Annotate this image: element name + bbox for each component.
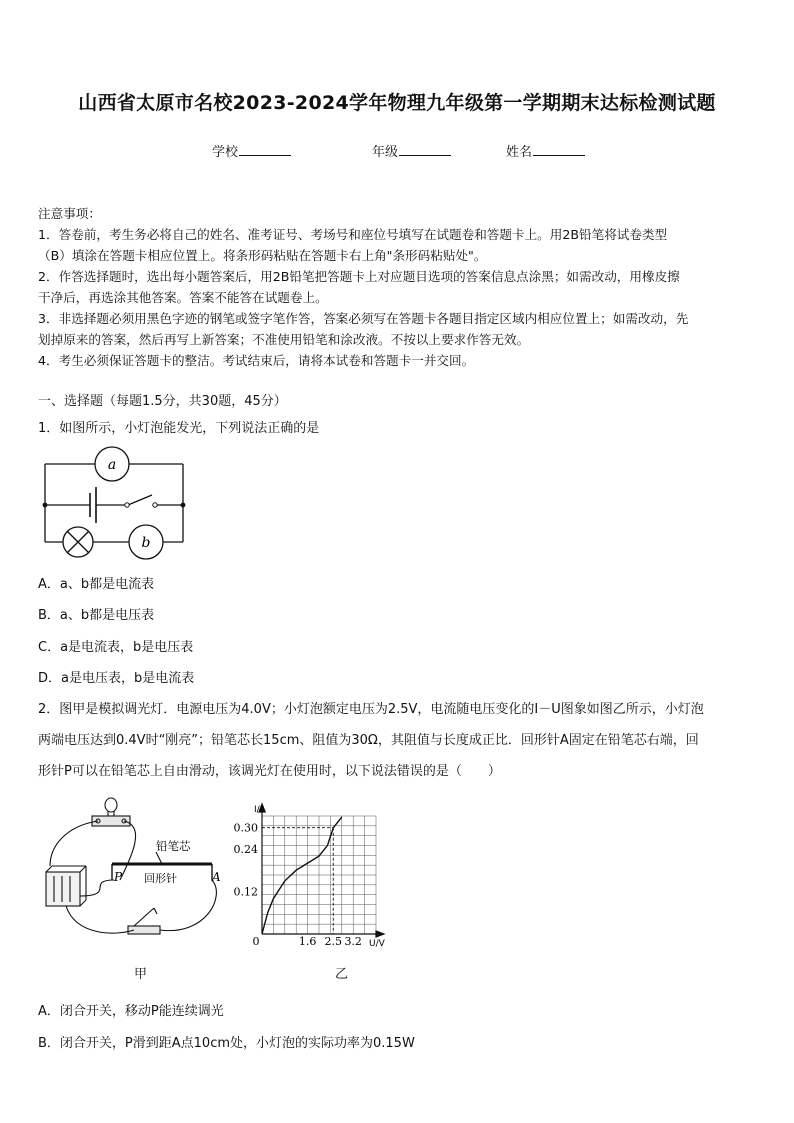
grade-blank [399,143,451,156]
q2-stem-line: 两端电压达到0.4V时“刚亮”；铅笔芯长15cm、阻值为30Ω，其阻值与长度成正比．回形针A固定在铅笔芯右端，回 [38,733,699,748]
figure-jia-caption: 甲 [134,967,148,982]
y-tick-label: 0.30 [233,821,258,835]
notice-line: 4．考生必须保证答题卡的整洁。考试结束后，请将本试卷和答题卡一并交回。 [38,353,475,368]
notice-line: 1．答卷前，考生务必将自己的姓名、准考证号、考场号和座位号填写在试题卷和答题卡上。用2B铅笔将试卷类型 [38,227,668,242]
figure-yi-caption: 乙 [335,967,349,982]
school-blank [239,143,291,156]
q1-option-c: C．a是电流表，b是电压表 [38,640,194,655]
q1-option-a: A．a、b都是电流表 [38,577,155,592]
grade-field [372,141,451,160]
q2-option-a: A．闭合开关，移动P能连续调光 [38,1004,224,1019]
section-heading: 一、选择题（每题1.5分，共30题，45分） [38,394,287,409]
school-field [212,141,291,160]
origin-label: 0 [252,935,260,948]
meter-a-label: a [107,457,117,473]
q2-iu-graph [232,800,392,950]
q1-option-b: B．a、b都是电压表 [38,608,155,623]
x-tick-label: 2.5 [324,935,343,948]
q2-stem-line: 2．图甲是模拟调光灯．电源电压为4.0V；小灯泡额定电压为2.5V，电流随电压变化的I－U图象如图乙所示，小灯泡 [38,702,704,717]
q2-option-b: B．闭合开关，P滑到距A点10cm处，小灯泡的实际功率为0.15W [38,1036,415,1051]
notice-line: 划掉原来的答案，然后再写上新答案；不准使用铅笔和涂改液。不按以上要求作答无效。 [38,332,530,347]
notice-line: 2．作答选择题时，选出每小题答案后，用2B铅笔把答题卡上对应题目选项的答案信息点涂黑；如需改动，用橡皮擦 [38,269,680,284]
name-field [506,141,585,160]
y-axis-label: I/A [254,805,266,815]
page-title: 山西省太原市名校2023-2024学年物理九年级第一学期期末达标检测试题 [78,92,716,114]
q2-stem-line: 形针P可以在铅笔芯上自由滑动，该调光灯在使用时，以下说法错误的是（ ） [38,764,501,779]
school-label: 学校 [212,145,239,160]
notice-line: 干净后，再选涂其他答案。答案不能答在试题卷上。 [38,290,328,305]
iu-curve [262,817,342,934]
meter-b-label: b [141,535,151,551]
notice-line: 3．非选择题必须用黑色字迹的钢笔或签字笔作答，答案必须写在答题卡各题目指定区域内相应位置上；如需改动，先 [38,311,689,326]
q2-figure-jia [36,796,226,946]
pencil-lead-label: 铅笔芯 [156,839,191,853]
y-tick-label: 0.24 [233,843,258,856]
x-axis-label: U/V [369,939,385,949]
name-blank [533,143,585,156]
q1-stem: 1．如图所示，小灯泡能发光，下列说法正确的是 [38,421,320,436]
y-tick-label: 0.12 [233,885,258,899]
x-tick-label: 1.6 [298,935,317,948]
notice-heading: 注意事项： [38,206,101,221]
clip-a-label: A [212,870,221,884]
clip-label: 回形针 [144,872,177,885]
notice-line: （B）填涂在答题卡相应位置上。将条形码粘贴在答题卡右上角"条形码粘贴处"。 [38,248,487,263]
grade-label: 年级 [372,145,399,160]
clip-p-label: P [114,870,123,884]
q1-option-d: D．a是电压表，b是电流表 [38,671,195,686]
x-tick-label: 3.2 [344,935,362,948]
name-label: 姓名 [506,145,533,160]
q1-circuit-diagram [38,446,190,564]
